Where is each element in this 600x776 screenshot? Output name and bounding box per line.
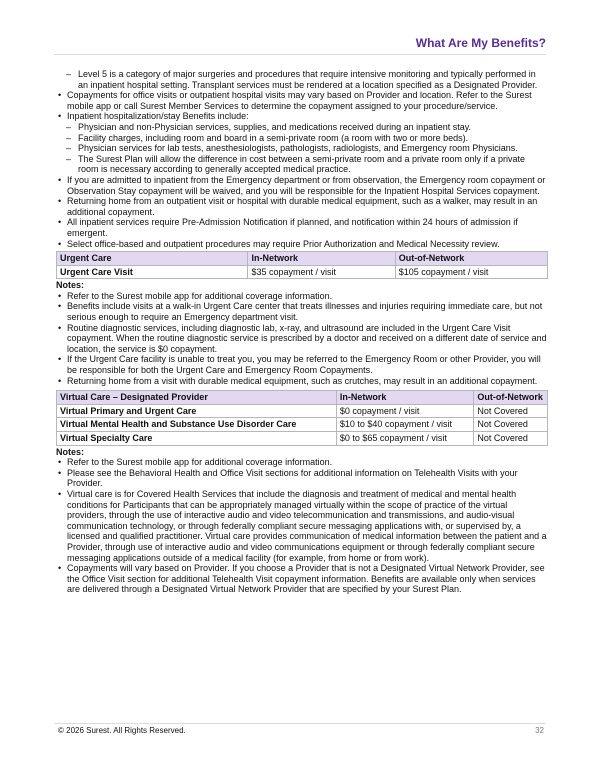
table-header: Virtual Care – Designated Provider [57, 391, 337, 405]
virtual-notes-list [56, 457, 548, 595]
notes-label: Notes: [56, 280, 85, 291]
table-cell: Virtual Primary and Urgent Care [57, 404, 337, 418]
table-header: Urgent Care [57, 252, 248, 266]
urgent-care-table [56, 251, 548, 279]
list-item: – The Surest Plan will allow the difference in cost between a semi-private room and a private room only if a private room is necessary according to generally accepted medical practice. [56, 154, 548, 175]
table-cell: Not Covered [474, 404, 548, 418]
footer-divider [54, 723, 546, 724]
list-item: • Please see the Behavioral Health and Office Visit sections for additional information on Telehealth Visits with your Provider. [56, 468, 548, 489]
table-cell: $0 to $65 copayment / visit [336, 432, 473, 446]
table-cell: Virtual Mental Health and Substance Use Disorder Care [57, 418, 337, 432]
list-item: • Inpatient hospitalization/stay Benefits include: [56, 111, 548, 122]
page-title: What Are My Benefits? [415, 36, 546, 50]
list-item: • Returning home from a visit with durable medical equipment, such as crutches, may result in an additional copayment. [56, 376, 548, 387]
benefits-list [56, 69, 548, 249]
list-item: • Refer to the Surest mobile app for additional coverage information. [56, 457, 548, 468]
table-row [57, 418, 548, 432]
list-item: • Refer to the Surest mobile app for additional coverage information. [56, 291, 548, 302]
list-item: • Virtual care is for Covered Health Services that include the diagnosis and treatment of medical and mental health conditions for Participants that can be appropriately managed virtually within the scope of practice of the virtual providers, through the use of interactive audio and video telecommunication and transmissions, and audio-visual communication technology, or through federally compliant secure messaging applications with, or supervised by, a licensed and qualified practitioner. Virtual care provides communication of medical information between the patient and a Provider, through use of interactive audio and video communications equipment or through federally compliant secure messaging applications outside of a medical facility (for example, from home or from work). [56, 489, 548, 563]
virtual-care-table [56, 390, 548, 445]
table-cell: Virtual Specialty Care [57, 432, 337, 446]
list-item: • If you are admitted to inpatient from the Emergency department or from observation, the Emergency room copayment or Observation Stay copayment will be waived, and you will be responsible for the Inpatient Hospital Services copayment. [56, 175, 548, 196]
table-row [57, 404, 548, 418]
list-item: • Returning home from an outpatient visit or hospital with durable medical equipment, such as a walker, may result in an additional copayment. [56, 196, 548, 217]
table-header-row [57, 252, 548, 266]
list-item: – Physician and non-Physician services, supplies, and medications received during an inpatient stay. [56, 122, 548, 133]
table-cell: Not Covered [474, 432, 548, 446]
list-item: • Routine diagnostic services, including diagnostic lab, x-ray, and ultrasound are included in the Urgent Care Visit copayment. When the routine diagnostic service is prescribed by a doctor and received on a different date of service and location, the service is $0 copayment. [56, 323, 548, 355]
urgent-notes-list [56, 291, 548, 386]
table-cell: Not Covered [474, 418, 548, 432]
table-row [57, 432, 548, 446]
list-item: • Select office-based and outpatient procedures may require Prior Authorization and Medical Necessity review. [56, 239, 548, 250]
table-cell: $10 to $40 copayment / visit [336, 418, 473, 432]
table-header-row [57, 391, 548, 405]
list-item: – Level 5 is a category of major surgeries and procedures that require intensive monitoring and typically performed in an inpatient hospital setting. Transplant services must be rendered at a location specified as a Designated Provider. [56, 69, 548, 90]
list-item: • Copayments will vary based on Provider. If you choose a Provider that is not a Designated Virtual Network Provider, see the Office Visit section for additional Telehealth Visit copayment information. Benefits are available only when services are delivered through a Designated Virtual Network Provider that are specified by your Surest Plan. [56, 563, 548, 595]
table-cell: $35 copayment / visit [248, 265, 395, 279]
list-item: • Copayments for office visits or outpatient hospital visits may vary based on Provider and location. Refer to the Surest mobile app or call Surest Member Services to determine the copayment assigned to your procedure/service. [56, 90, 548, 111]
table-row [57, 265, 548, 279]
table-cell: $0 copayment / visit [336, 404, 473, 418]
notes-label: Notes: [56, 446, 85, 457]
table-cell: Urgent Care Visit [57, 265, 248, 279]
list-item: – Physician services for lab tests, anesthesiologists, pathologists, radiologists, and Emergency room Physicians. [56, 143, 548, 154]
table-header: In-Network [248, 252, 395, 266]
list-item: • Benefits include visits at a walk-in Urgent Care center that treats illnesses and injuries requiring immediate care, but not serious enough to require an Emergency department visit. [56, 301, 548, 322]
table-header: Out-of-Network [395, 252, 547, 266]
table-cell: $105 copayment / visit [395, 265, 547, 279]
list-item: • All inpatient services require Pre-Admission Notification if planned, and notification within 24 hours of admission if emergent. [56, 217, 548, 238]
list-item: – Facility charges, including room and board in a semi-private room (a room with two or more beds). [56, 133, 548, 144]
header-divider [54, 54, 546, 55]
table-header: In-Network [336, 391, 473, 405]
page-content [56, 69, 548, 595]
copyright-text: © 2026 Surest. All Rights Reserved. [58, 726, 186, 735]
page-number: 32 [535, 726, 544, 735]
table-header: Out-of-Network [474, 391, 548, 405]
list-item: • If the Urgent Care facility is unable to treat you, you may be referred to the Emergency Room or other Provider, you will be responsible for both the Urgent Care and Emergency Room Copayments. [56, 354, 548, 375]
